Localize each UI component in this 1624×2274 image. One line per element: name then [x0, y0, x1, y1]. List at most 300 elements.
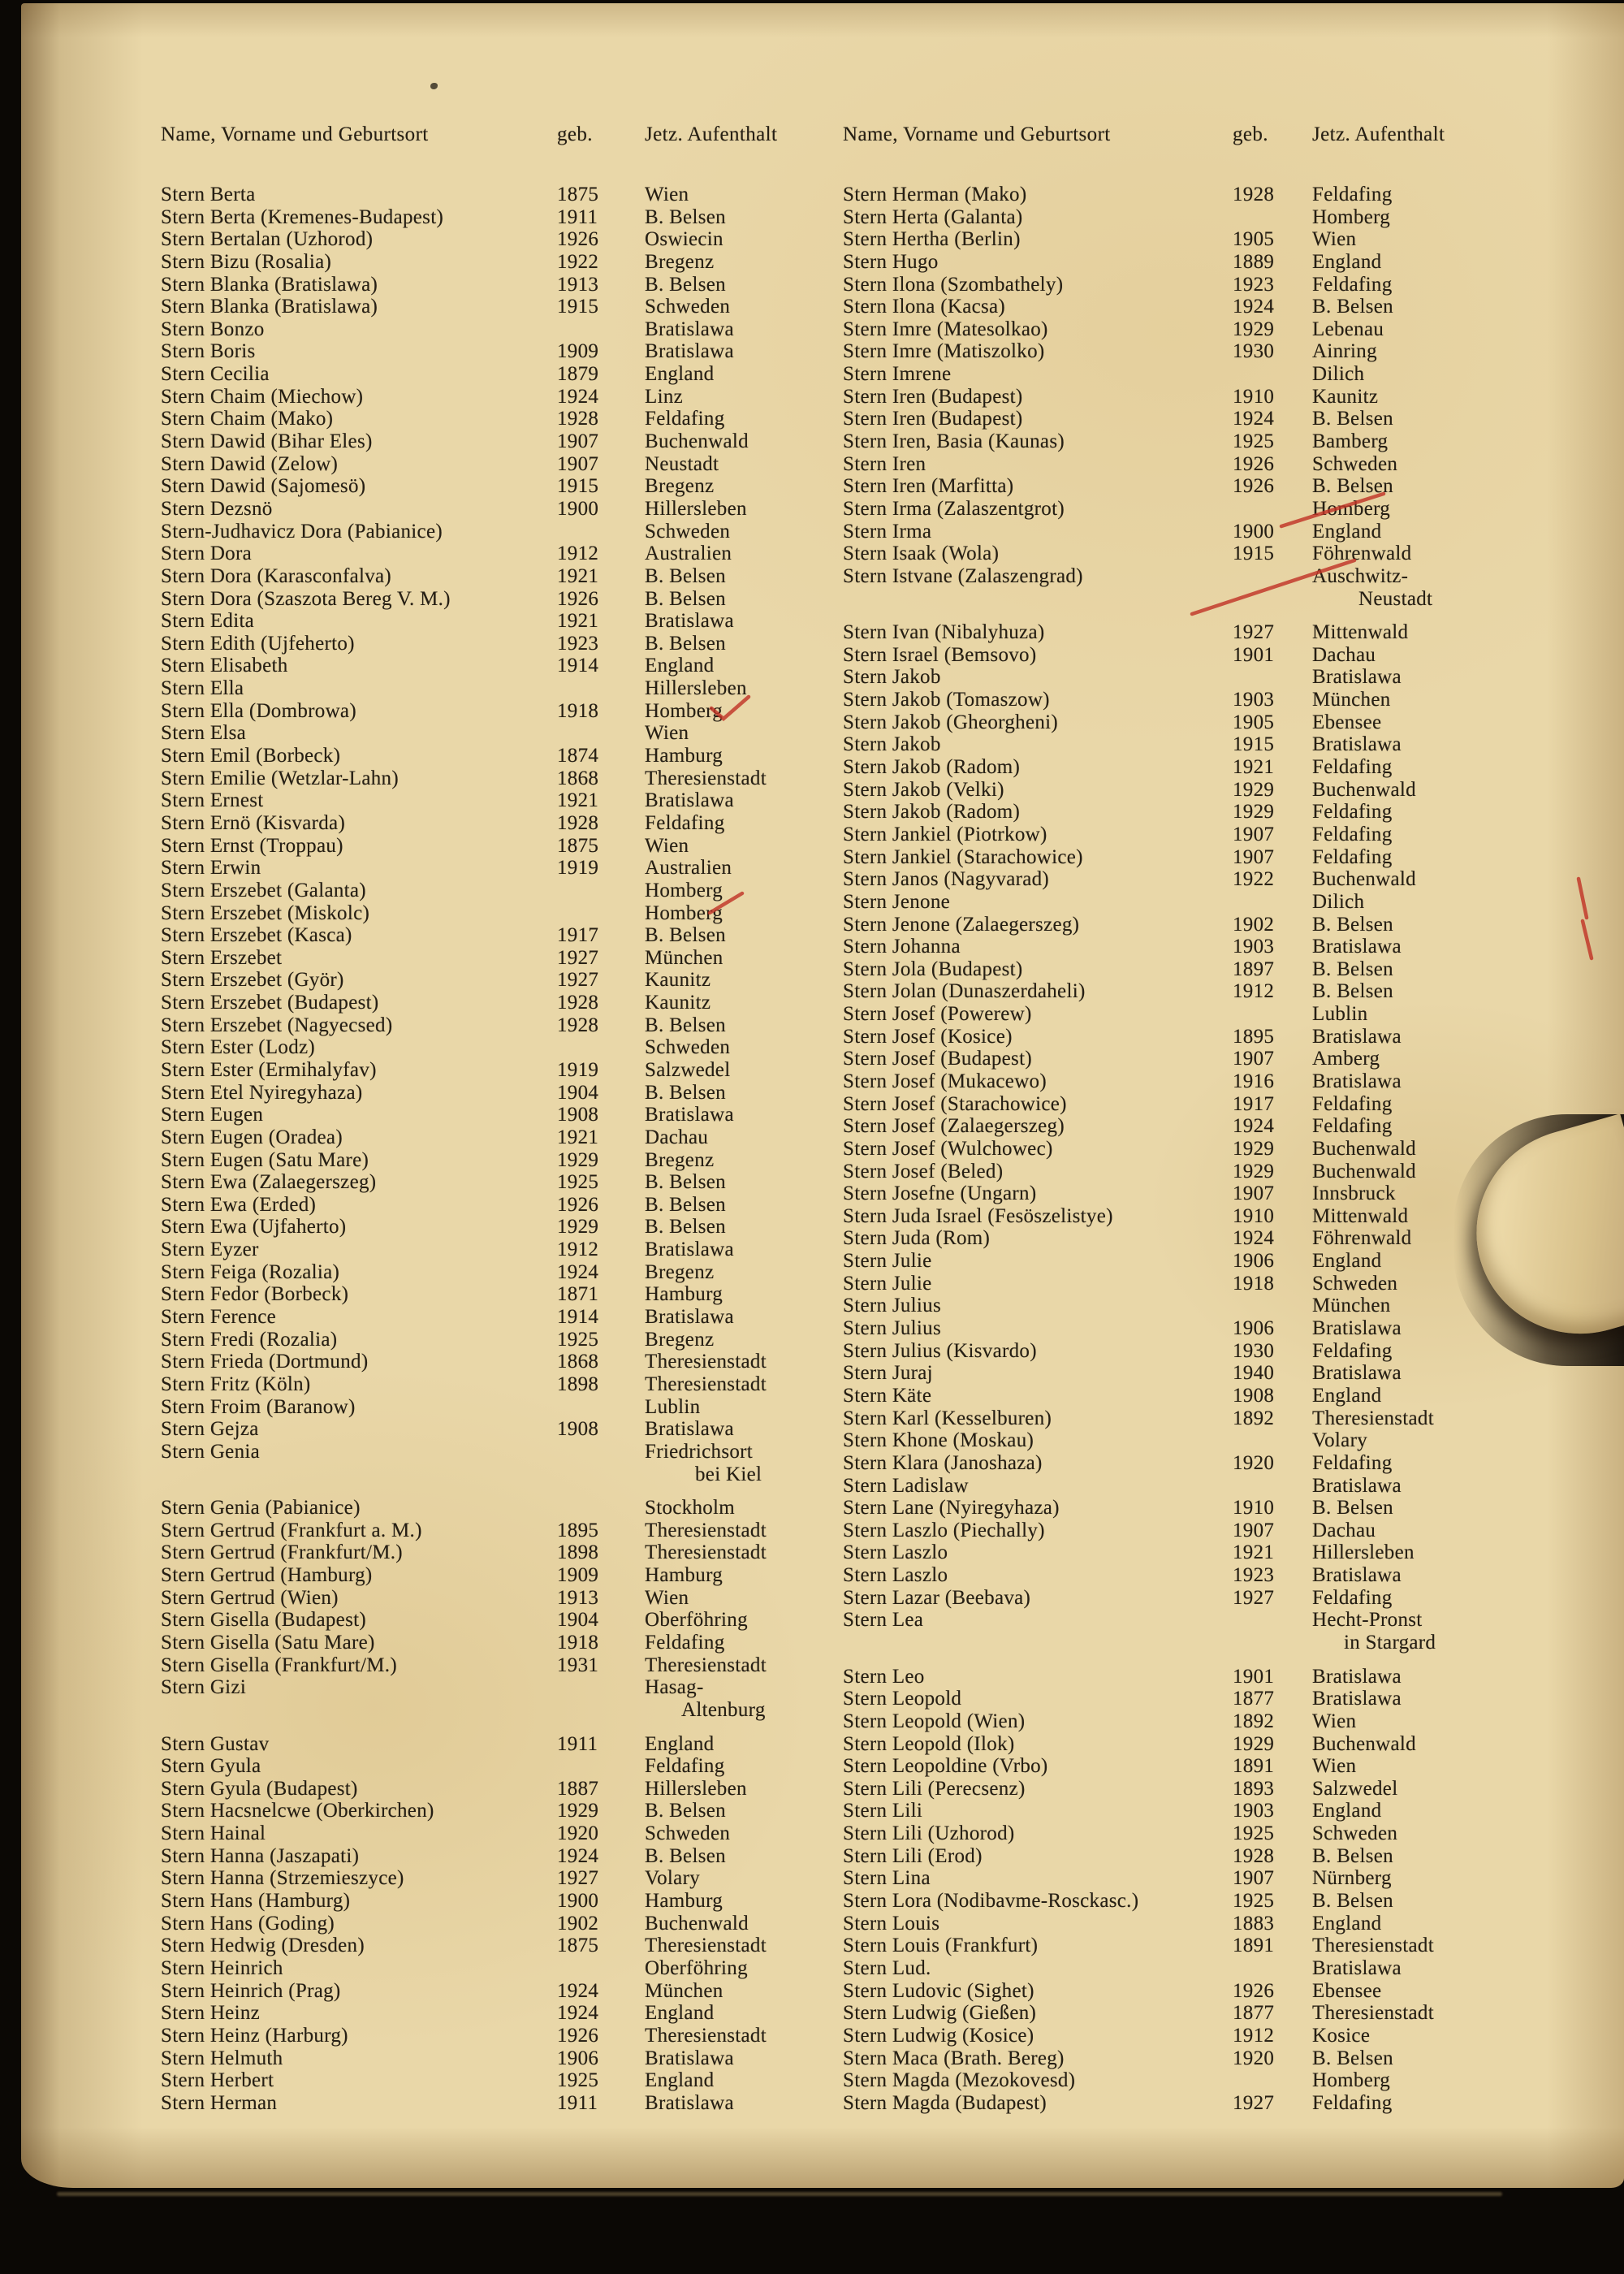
person-name: Stern Leopold (Ilok): [843, 1732, 1015, 1755]
register-row: [161, 1845, 836, 1868]
current-residence: England: [645, 2069, 715, 2092]
register-row: [843, 1026, 1525, 1048]
person-name: Stern Dawid (Sajomesö): [161, 475, 366, 498]
register-row: [843, 711, 1525, 734]
current-residence: Homberg: [645, 879, 723, 901]
birth-year: 1929: [1233, 801, 1275, 824]
table-header-left: [161, 123, 836, 146]
birth-year: [1233, 498, 1312, 521]
register-row: [843, 1273, 1525, 1295]
person-name: Stern Lili (Perecsenz): [843, 1777, 1026, 1800]
person-name: Stern Julie: [843, 1250, 932, 1273]
register-row: [843, 184, 1525, 206]
current-residence: B. Belsen: [645, 205, 726, 228]
person-name: Stern Leopoldine (Vrbo): [843, 1755, 1048, 1778]
register-row: [161, 1216, 836, 1239]
current-residence: Ebensee: [1312, 711, 1382, 733]
current-residence: Bratislawa: [645, 318, 734, 340]
register-row: [843, 1475, 1525, 1498]
birth-year: 1926: [557, 587, 599, 610]
birth-year: 1895: [1233, 1025, 1275, 1048]
birth-year: 1924: [1233, 408, 1275, 430]
birth-year: 1891: [1233, 1935, 1275, 1957]
current-residence: Nürnberg: [1312, 1867, 1392, 1890]
person-name: Stern Froim (Baranow): [161, 1395, 356, 1418]
birth-year: 1911: [557, 2091, 598, 2114]
register-row: [161, 610, 836, 633]
person-name: Stern Dawid (Zelow): [161, 452, 339, 475]
register-row: [161, 340, 836, 363]
current-residence: Feldafing: [645, 1755, 725, 1778]
register-row: [161, 1441, 836, 1463]
current-residence: Schweden: [1312, 1822, 1398, 1845]
current-residence: Buchenwald: [1312, 1160, 1416, 1182]
birth-year: 1925: [557, 1328, 599, 1351]
register-row: [161, 1283, 836, 1306]
register-row: [161, 1171, 836, 1194]
current-residence: England: [645, 2002, 715, 2025]
register-row: [161, 722, 836, 745]
birth-year: 1927: [557, 969, 599, 992]
register-row: [843, 296, 1525, 318]
birth-year: 1915: [1233, 733, 1275, 756]
birth-year: 1903: [1233, 689, 1275, 711]
person-name: Stern Jakob: [843, 733, 941, 756]
birth-year: 1879: [557, 363, 599, 386]
person-name: Stern Iren (Budapest): [843, 408, 1023, 430]
current-residence: Theresienstadt: [645, 2024, 767, 2047]
birth-year: 1929: [1233, 1732, 1275, 1755]
birth-year: 1904: [557, 1609, 599, 1632]
person-name: Stern Ludovic (Sighet): [843, 1979, 1034, 2002]
header-birthyear-column: geb.: [1233, 123, 1268, 145]
current-residence: England: [645, 655, 715, 677]
birth-year: 1877: [1233, 1688, 1275, 1710]
current-residence: Kaunitz: [1312, 385, 1379, 408]
person-name: Stern Gyula: [161, 1755, 261, 1778]
person-name: Stern Ella (Dombrowa): [161, 699, 356, 722]
person-name: Stern Josef (Zalaegerszeg): [843, 1115, 1065, 1138]
person-name: Stern Gejza: [161, 1418, 259, 1441]
birth-year: 1875: [557, 834, 599, 857]
person-name: Stern Chaim (Miechow): [161, 385, 364, 408]
birth-year: 1895: [557, 1519, 599, 1541]
current-residence: Bratislawa: [645, 1306, 734, 1329]
person-name: Stern Dawid (Bihar Eles): [161, 430, 373, 453]
current-residence: Schweden: [645, 1036, 731, 1059]
birth-year: 1905: [1233, 711, 1275, 733]
person-name: Stern Berta (Kremenes-Budapest): [161, 205, 444, 228]
person-name: Stern Gisella (Budapest): [161, 1609, 366, 1632]
current-residence: B. Belsen: [1312, 408, 1393, 430]
person-name: Stern Bizu (Rosalia): [161, 250, 332, 273]
current-residence: Buchenwald: [645, 1912, 749, 1935]
current-residence: Oberföhring: [645, 1956, 748, 1979]
current-residence: Theresienstadt: [645, 767, 767, 789]
birth-year: 1904: [557, 1081, 599, 1104]
register-row: [161, 812, 836, 835]
birth-year: 1903: [1233, 936, 1275, 958]
person-name: Stern Emilie (Wetzlar-Lahn): [161, 767, 399, 789]
birth-year: 1905: [1233, 228, 1275, 251]
register-row: [843, 1452, 1525, 1475]
person-name: Stern Eugen: [161, 1104, 264, 1126]
person-name: Stern Josef (Beled): [843, 1160, 1004, 1182]
register-row: [843, 1429, 1525, 1452]
current-residence: Lebenau: [1312, 318, 1384, 340]
current-residence: Linz: [645, 385, 684, 408]
register-row: [161, 992, 836, 1014]
current-residence: England: [1312, 1250, 1382, 1273]
birth-year: [557, 902, 645, 925]
birth-year: 1910: [1233, 385, 1275, 408]
current-residence: Bregenz: [645, 250, 715, 273]
current-residence: Bregenz: [645, 475, 715, 498]
person-name: Stern Josef (Powerew): [843, 1003, 1032, 1026]
register-row: [161, 228, 836, 251]
birth-year: 1900: [557, 497, 599, 520]
current-residence: Feldafing: [1312, 1092, 1393, 1115]
birth-year: 1926: [557, 1193, 599, 1216]
register-row: [843, 498, 1525, 521]
current-residence: Kaunitz: [645, 992, 711, 1014]
person-name: Stern Jenone (Zalaegerszeg): [843, 913, 1080, 936]
birth-year: 1897: [1233, 958, 1275, 980]
person-name: Stern Ester (Lodz): [161, 1036, 316, 1059]
person-name: Stern Ernö (Kisvarda): [161, 811, 346, 834]
current-residence: Innsbruck: [1312, 1182, 1396, 1205]
birth-year: 1887: [557, 1777, 599, 1800]
current-residence: Schweden: [1312, 1272, 1398, 1295]
birth-year: 1924: [557, 1844, 599, 1867]
birth-year: 1921: [557, 564, 599, 587]
current-residence: Australien: [645, 857, 732, 880]
current-residence: Bratislawa: [645, 789, 734, 812]
birth-year: [1233, 363, 1312, 386]
current-residence: B. Belsen: [1312, 2047, 1393, 2069]
person-name: Stern Lane (Nyiregyhaza): [843, 1497, 1060, 1520]
person-name: Stern Fedor (Borbeck): [161, 1283, 349, 1306]
current-residence: Bratislawa: [1312, 1956, 1402, 1979]
birth-year: 1921: [1233, 756, 1275, 779]
birth-year: [557, 521, 645, 543]
register-row: [843, 756, 1525, 779]
birth-year: 1924: [557, 2002, 599, 2025]
current-residence: Buchenwald: [645, 430, 749, 453]
person-name: Stern Frieda (Dortmund): [161, 1351, 369, 1373]
ink-speck: [430, 83, 438, 89]
register-row: [161, 1913, 836, 1935]
person-name: Stern-Judhavicz Dora (Pabianice): [161, 520, 443, 543]
person-name: Stern Irma (Zalaszentgrot): [843, 497, 1065, 520]
person-name: Stern Josef (Mukacewo): [843, 1070, 1047, 1092]
person-name: Stern Herman (Mako): [843, 184, 1027, 205]
current-residence: Hecht-Pronst: [1312, 1609, 1423, 1632]
birth-year: [1233, 891, 1312, 914]
register-row: [843, 891, 1525, 914]
birth-year: 1874: [557, 745, 599, 767]
register-row: [161, 1306, 836, 1329]
register-row: [843, 206, 1525, 229]
current-residence: B. Belsen: [1312, 958, 1393, 980]
current-residence: B. Belsen: [645, 1081, 726, 1104]
birth-year: 1919: [557, 857, 599, 880]
header-birthyear-column: geb.: [557, 123, 593, 145]
register-row: [843, 1609, 1525, 1632]
current-residence: Feldafing: [1312, 756, 1393, 779]
register-row: [161, 1014, 836, 1037]
person-name: Stern Blanka (Bratislawa): [161, 273, 378, 296]
current-residence: B. Belsen: [645, 1171, 726, 1194]
birth-year: 1908: [557, 1104, 599, 1126]
birth-year: 1925: [557, 1171, 599, 1194]
birth-year: 1902: [557, 1912, 599, 1935]
register-row: [161, 588, 836, 611]
register-row: [843, 430, 1525, 453]
birth-year: 1928: [557, 992, 599, 1014]
person-name: Stern Bonzo: [161, 318, 265, 340]
person-name: Stern Edith (Ujfeherto): [161, 632, 355, 655]
register-row: [843, 408, 1525, 430]
person-name: Stern Ester (Ermihalyfav): [161, 1058, 377, 1081]
birth-year: [557, 1676, 645, 1699]
scanned-book-page: [21, 3, 1624, 2188]
person-name: Stern Josef (Starachowice): [843, 1092, 1067, 1115]
register-row: [843, 2069, 1525, 2092]
person-name: Stern Jolan (Dunaszerdaheli): [843, 980, 1086, 1003]
person-name: Stern Juda Israel (Fesöszelistye): [843, 1204, 1113, 1227]
register-row: [843, 1587, 1525, 1610]
register-row: [843, 1048, 1525, 1070]
register-row: [161, 1351, 836, 1373]
person-name: [161, 1699, 557, 1722]
current-residence: Bratislawa: [645, 2047, 734, 2069]
person-name: Stern Hugo: [843, 250, 939, 273]
birth-year: 1918: [557, 699, 599, 722]
current-residence: Stockholm: [645, 1497, 736, 1520]
birth-year: 1903: [1233, 1800, 1275, 1822]
person-name: Stern Imre (Matiszolko): [843, 340, 1045, 363]
register-column-left: [161, 184, 836, 2114]
register-row: [161, 251, 836, 274]
birth-year: 1875: [557, 184, 599, 205]
current-residence: Homberg: [645, 901, 723, 924]
register-row: [843, 2047, 1525, 2070]
register-row: [843, 1385, 1525, 1407]
register-row: [161, 296, 836, 318]
person-name: Stern Lili (Uzhorod): [843, 1822, 1015, 1845]
register-row: [843, 1800, 1525, 1822]
register-row: [161, 2092, 836, 2115]
birth-year: 1928: [557, 811, 599, 834]
person-name: Stern Käte: [843, 1384, 932, 1407]
person-name: Stern Dora (Szaszota Bereg V. M.): [161, 587, 451, 610]
person-name: Stern Magda (Mezokovesd): [843, 2069, 1076, 2092]
birth-year: 1909: [557, 340, 599, 363]
register-row: [161, 767, 836, 790]
person-name: Stern Edita: [161, 610, 255, 633]
person-name: Stern Erszebet (Nagyecsed): [161, 1014, 393, 1036]
register-row: [161, 1059, 836, 1082]
birth-year: 1931: [557, 1654, 599, 1676]
person-name: Stern Genia: [161, 1440, 261, 1463]
birth-year: [557, 1497, 645, 1520]
current-residence: Volary: [645, 1867, 700, 1890]
birth-year: [557, 677, 645, 700]
register-row: [843, 666, 1525, 689]
birth-year: 1929: [1233, 778, 1275, 801]
register-row: [843, 689, 1525, 711]
person-name: Stern Chaim (Mako): [161, 408, 334, 430]
register-row: [161, 1497, 836, 1520]
person-name: Stern Dezsnö: [161, 497, 273, 520]
birth-year: 1924: [557, 1979, 599, 2002]
register-row: [843, 1632, 1525, 1654]
current-residence: Wien: [1312, 228, 1357, 251]
birth-year: 1928: [557, 408, 599, 430]
person-name: Stern Ivan (Nibalyhuza): [843, 621, 1045, 644]
page-stack-edge: [57, 2192, 1502, 2196]
current-residence: Buchenwald: [1312, 868, 1416, 891]
birth-year: 1912: [557, 543, 599, 565]
person-name: Stern Jakob (Tomaszow): [843, 689, 1050, 711]
birth-year: [1233, 1957, 1312, 1980]
current-residence: Feldafing: [1312, 1339, 1393, 1362]
register-row: [161, 274, 836, 296]
register-row: [843, 1890, 1525, 1913]
person-name: Stern Irma: [843, 520, 932, 543]
register-row: [161, 789, 836, 812]
register-row: [161, 1126, 836, 1149]
current-residence: Dilich: [1312, 363, 1365, 386]
register-row: [843, 1407, 1525, 1430]
register-row: [843, 1093, 1525, 1116]
birth-year: 1922: [557, 250, 599, 273]
current-residence: Feldafing: [1312, 184, 1393, 205]
person-name: Stern Ladislaw: [843, 1474, 969, 1497]
person-name: Stern Ernst (Troppau): [161, 834, 343, 857]
birth-year: [1233, 1295, 1312, 1317]
current-residence: Salzwedel: [645, 1058, 731, 1081]
person-name: Stern Gisella (Satu Mare): [161, 1632, 375, 1654]
register-row: [843, 1822, 1525, 1845]
current-residence: Amberg: [1312, 1048, 1380, 1070]
register-row: [843, 801, 1525, 824]
register-row: [161, 700, 836, 723]
register-row: [161, 969, 836, 992]
register-row: [161, 857, 836, 880]
register-row: [161, 1239, 836, 1261]
birth-year: 1906: [1233, 1317, 1275, 1340]
register-row: [843, 521, 1525, 543]
register-row: [161, 1609, 836, 1632]
current-residence: Bratislawa: [1312, 1688, 1402, 1710]
register-row: [161, 1733, 836, 1756]
person-name: Stern Karl (Kesselburen): [843, 1407, 1052, 1429]
person-name: Stern Iren (Budapest): [843, 385, 1023, 408]
register-row: [161, 745, 836, 767]
birth-year: 1921: [1233, 1541, 1275, 1564]
birth-year: 1926: [1233, 452, 1275, 475]
current-residence: England: [1312, 520, 1382, 543]
birth-year: 1918: [557, 1632, 599, 1654]
person-name: Stern Eugen (Oradea): [161, 1126, 343, 1148]
header-residence-column: Jetz. Aufenthalt: [1312, 123, 1445, 145]
register-row: [843, 588, 1525, 611]
register-row: [843, 1138, 1525, 1161]
current-residence: Wien: [1312, 1755, 1357, 1778]
current-residence: B. Belsen: [645, 273, 726, 296]
birth-year: 1926: [1233, 1979, 1275, 2002]
current-residence: Homberg: [645, 699, 723, 722]
birth-year: 1920: [557, 1822, 599, 1845]
current-residence: B. Belsen: [1312, 980, 1393, 1003]
person-name: Stern Erwin: [161, 857, 261, 880]
register-row: [161, 902, 836, 925]
register-row: [843, 644, 1525, 667]
birth-year: 1911: [557, 1732, 598, 1755]
birth-year: 1940: [1233, 1362, 1275, 1385]
birth-year: 1914: [557, 655, 599, 677]
current-residence: Dachau: [1312, 1519, 1376, 1541]
birth-year: 1893: [1233, 1777, 1275, 1800]
person-name: Stern Laszlo: [843, 1541, 948, 1564]
person-name: Stern Ernest: [161, 789, 264, 812]
person-name: Stern Heinrich: [161, 1956, 283, 1979]
person-name: Stern Gertrud (Wien): [161, 1586, 339, 1609]
birth-year: 1928: [1233, 184, 1275, 205]
birth-year: 1907: [1233, 845, 1275, 868]
person-name: Stern Juda (Rom): [843, 1227, 991, 1250]
register-row: [161, 475, 836, 498]
register-row: [843, 779, 1525, 802]
current-residence: B. Belsen: [1312, 1844, 1393, 1867]
person-name: Stern Isaak (Wola): [843, 543, 1000, 565]
current-residence: Bregenz: [645, 1148, 715, 1171]
person-name: Stern Eugen (Satu Mare): [161, 1148, 369, 1171]
current-residence: Feldafing: [1312, 2091, 1393, 2114]
person-name: Stern Lea: [843, 1609, 924, 1632]
birth-year: 1900: [557, 1890, 599, 1913]
person-name: Stern Gertrud (Frankfurt/M.): [161, 1541, 403, 1564]
person-name: Stern Elsa: [161, 722, 247, 745]
birth-year: 1924: [1233, 296, 1275, 318]
register-row: [161, 677, 836, 700]
current-residence: B. Belsen: [645, 1800, 726, 1822]
register-row: [843, 1497, 1525, 1520]
person-name: Stern Lili (Erod): [843, 1844, 983, 1867]
birth-year: 1902: [1233, 913, 1275, 936]
birth-year: 1912: [1233, 980, 1275, 1003]
current-residence: Auschwitz-: [1312, 564, 1409, 587]
current-residence: Dachau: [1312, 643, 1376, 666]
birth-year: 1891: [1233, 1755, 1275, 1778]
birth-year: 1907: [1233, 823, 1275, 845]
current-residence: England: [1312, 1384, 1382, 1407]
birth-year: 1907: [1233, 1867, 1275, 1890]
birth-year: [1233, 1632, 1312, 1654]
current-residence: B. Belsen: [1312, 913, 1393, 936]
current-residence: Bamberg: [1312, 430, 1389, 453]
birth-year: 1906: [557, 2047, 599, 2069]
current-residence: Oswiecin: [645, 228, 723, 251]
person-name: Stern Ewa (Zalaegerszeg): [161, 1171, 377, 1194]
current-residence: England: [1312, 1800, 1382, 1822]
birth-year: 1926: [1233, 475, 1275, 498]
birth-year: [1233, 1003, 1312, 1026]
register-row: [161, 453, 836, 476]
person-name: Stern Gertrud (Hamburg): [161, 1564, 373, 1587]
